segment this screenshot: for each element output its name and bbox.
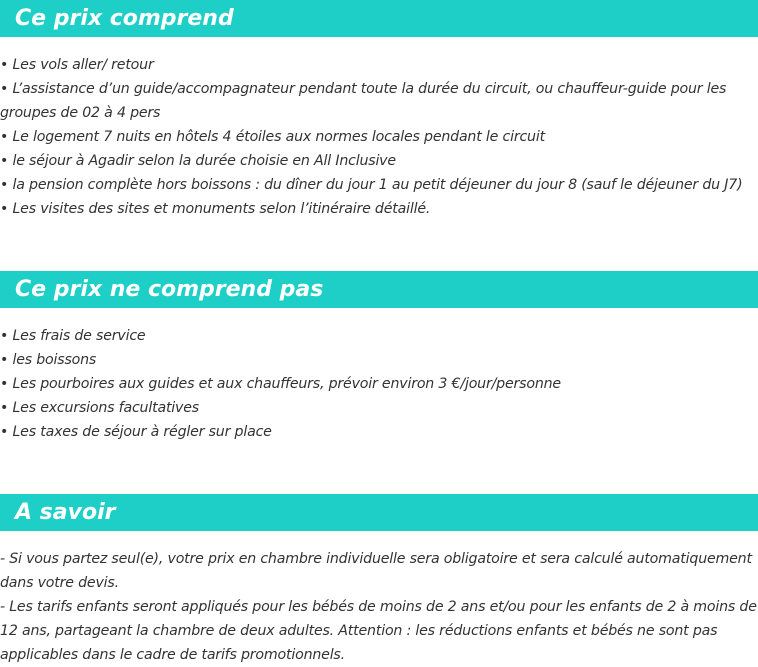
good-to-know-item: - Si vous partez seul(e), votre prix en chambre individuelle sera obligatoire et sera calculé automatiquement dans votre devis. <box>0 551 752 591</box>
included-item: • Les visites des sites et monuments selon l’itinéraire détaillé. <box>0 201 431 217</box>
not-included-item: • les boissons <box>0 352 97 368</box>
good-to-know-item: - Les tarifs enfants seront appliqués pour les bébés de moins de 2 ans et/ou pour les enfants de 2 à moins de 12 ans, partageant la chambre de deux adultes. Attention : les réductions enfants et bébés ne sont pas applicables dans le cadre de tarifs promotionnels. <box>0 599 757 663</box>
not-included-item: • Les excursions facultatives <box>0 400 199 416</box>
good-to-know-list <box>0 547 758 667</box>
not-included-item: • Les frais de service <box>0 328 146 344</box>
included-list <box>0 53 758 221</box>
included-item: • Le logement 7 nuits en hôtels 4 étoiles aux normes locales pendant le circuit <box>0 129 545 145</box>
included-item: • L’assistance d’un guide/accompagnateur pendant toute la durée du circuit, ou chauffeur-guide pour les groupes de 02 à 4 pers <box>0 81 727 121</box>
included-item: • la pension complète hors boissons : du dîner du jour 1 au petit déjeuner du jour 8 (sauf le déjeuner du J7) <box>0 177 743 193</box>
not-included-item: • Les pourboires aux guides et aux chauffeurs, prévoir environ 3 €/jour/personne <box>0 376 561 392</box>
included-item: • Les vols aller/ retour <box>0 57 154 73</box>
not-included-list <box>0 324 758 444</box>
not-included-item: • Les taxes de séjour à régler sur place <box>0 424 272 440</box>
section-header-good-to-know: A savoir <box>0 494 758 531</box>
section-header-not-included: Ce prix ne comprend pas <box>0 271 758 308</box>
included-item: • le séjour à Agadir selon la durée choisie en All Inclusive <box>0 153 396 169</box>
section-header-included: Ce prix comprend <box>0 0 758 37</box>
